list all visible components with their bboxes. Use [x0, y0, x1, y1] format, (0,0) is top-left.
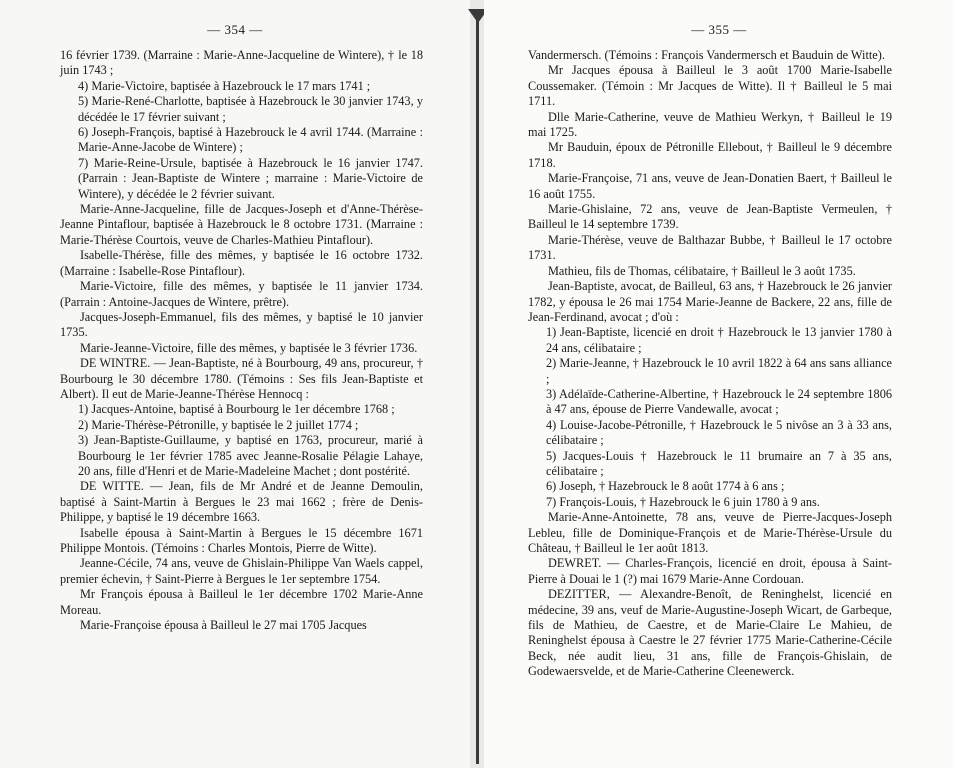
paragraph: 4) Louise-Jacobe-Pétronille, † Hazebrouck le 5 nivôse an 3 à 33 ans, célibataire ; — [546, 417, 892, 448]
paragraph: Marie-Anne-Antoinette, 78 ans, veuve de Pierre-Jacques-Joseph Lebleu, fille de Dominique-François et de Marie-Thérèse-Ursule du Château, † Bailleul le 1er août 1813. — [528, 510, 892, 555]
paragraph: Marie-Anne-Jacqueline, fille de Jacques-Joseph et d'Anne-Thérèse-Jeanne Pintaflour, baptisée à Hazebrouck le 8 octobre 1731. (Marraine : Marie-Thérèse Courtois, veuve de Charles-Mathieu Pintaflour). — [60, 202, 423, 247]
page-number-right: — 355 — — [691, 22, 747, 37]
paragraph: 7) Marie-Reine-Ursule, baptisée à Hazebrouck le 16 janvier 1747. (Parrain : Jean-Baptiste de Wintere ; marraine : Marie-Victoire de Wintere), y décédée le 2 février suivant. — [78, 155, 423, 201]
paragraph: 16 février 1739. (Marraine : Marie-Anne-Jacqueline de Wintere), † le 18 juin 1743 ; — [60, 48, 423, 78]
left-text-column — [60, 48, 423, 633]
paragraph: Marie-Victoire, fille des mêmes, y baptisée le 11 janvier 1734. (Parrain : Antoine-Jacques de Wintere, prêtre). — [60, 279, 423, 309]
paragraph: Isabelle-Thérèse, fille des mêmes, y baptisée le 16 octobre 1732. (Marraine : Isabelle-Rose Pintaflour). — [60, 248, 423, 278]
right-text-column — [528, 48, 892, 680]
book-spine — [476, 14, 479, 764]
paragraph: 7) François-Louis, † Hazebrouck le 6 juin 1780 à 9 ans. — [546, 494, 820, 509]
paragraph: Mr François épousa à Bailleul le 1er décembre 1702 Marie-Anne Moreau. — [60, 587, 423, 617]
paragraph: Jeanne-Cécile, 74 ans, veuve de Ghislain-Philippe Van Waels cappel, premier échevin, † Saint-Pierre à Bergues le 1er septembre 1754. — [60, 556, 423, 586]
paragraph: DEWRET. — Charles-François, licencié en droit, épousa à Saint-Pierre à Douai le 1 (?) mai 1679 Marie-Anne Cordouan. — [528, 556, 892, 586]
paragraph: Isabelle épousa à Saint-Martin à Bergues le 15 décembre 1671 Philippe Montois. (Témoins : Charles Montois, Pierre de Witte). — [60, 525, 423, 555]
paragraph: DE WITTE. — Jean, fils de Mr André et de Jeanne Demoulin, baptisé à Saint-Martin à Bergues le 23 mai 1662 ; frère de Denis-Philippe, y baptisé le 19 décembre 1663. — [60, 479, 423, 525]
paragraph: Jean-Baptiste, avocat, de Bailleul, 63 ans, † Hazebrouck le 26 janvier 1782, y épousa le 26 mai 1754 Marie-Jeanne de Backere, 22 ans, fille de Jean-Ferdinand, avocat ; d'où : — [528, 279, 892, 324]
paragraph: DEZITTER, — Alexandre-Benoît, de Reninghelst, licencié en médecine, 39 ans, veuf de Marie-Augustine-Joseph Wicart, de Garbeque, fils de Mathieu, de Caestre, et de Marie-Claire Le Mahieu, de Reninghelst épousa à Caestre le 27 février 1775 Marie-Catherine-Cécile Beck, née audit lieu, 31 ans, fille de François-Ghislain, de Godewaersvelde, et de Marie-Catherine Cleenewerck. — [528, 587, 892, 679]
page-number-left: — 354 — — [207, 22, 263, 37]
paragraph: 2) Marie-Jeanne, † Hazebrouck le 10 avril 1822 à 64 ans sans alliance ; — [546, 356, 892, 386]
paragraph: Vandermersch. (Témoins : François Vandermersch et Bauduin de Witte). — [528, 48, 885, 62]
paragraph: Marie-Françoise, 71 ans, veuve de Jean-Donatien Baert, † Bailleul le 16 août 1755. — [528, 171, 892, 201]
paragraph: Marie-Thérèse, veuve de Balthazar Bubbe, † Bailleul le 17 octobre 1731. — [528, 232, 892, 263]
paragraph: 5) Marie-René-Charlotte, baptisée à Hazebrouck le 30 janvier 1743, y décédée le 17 février suivant ; — [78, 94, 423, 124]
paragraph: 2) Marie-Thérèse-Pétronille, y baptisée le 2 juillet 1774 ; — [78, 417, 359, 432]
paragraph: 1) Jean-Baptiste, licencié en droit † Hazebrouck le 13 janvier 1780 à 24 ans, célibataire ; — [546, 325, 892, 355]
paragraph: 5) Jacques-Louis † Hazebrouck le 11 brumaire an 7 à 35 ans, célibataire ; — [546, 448, 892, 478]
paragraph: 6) Joseph, † Hazebrouck le 8 août 1774 à 6 ans ; — [546, 479, 785, 494]
right-page — [484, 0, 954, 768]
paragraph: 3) Jean-Baptiste-Guillaume, y baptisé en 1763, procureur, marié à Bourbourg le 1er février 1785 avec Jeanne-Rosalie Pélagie Lahaye, 20 ans, fille d'Henri et de Marie-Madeleine Machet ; dont postérité. — [78, 433, 423, 478]
paragraph: Dlle Marie-Catherine, veuve de Mathieu Werkyn, † Bailleul le 19 mai 1725. — [528, 109, 892, 140]
paragraph: Mr Jacques épousa à Bailleul le 3 août 1700 Marie-Isabelle Coussemaker. (Témoin : Mr Jacques de Witte). Il † Bailleul le 5 mai 1711. — [528, 63, 892, 109]
paragraph: 4) Marie-Victoire, baptisée à Hazebrouck le 17 mars 1741 ; — [78, 78, 371, 93]
paragraph: Marie-Françoise épousa à Bailleul le 27 mai 1705 Jacques — [80, 618, 367, 633]
paragraph: Marie-Ghislaine, 72 ans, veuve de Jean-Baptiste Vermeulen, † Bailleul le 14 septembre 1739. — [528, 202, 892, 232]
paragraph: 6) Joseph-François, baptisé à Hazebrouck le 4 avril 1744. (Marraine : Marie-Anne-Jacobe de Wintere) ; — [78, 125, 423, 155]
paragraph: 3) Adélaïde-Catherine-Albertine, † Hazebrouck le 24 septembre 1806 à 47 ans, épouse de Pierre Vandewalle, avocat ; — [546, 386, 892, 417]
paragraph: DE WINTRE. — Jean-Baptiste, né à Bourbourg, 49 ans, procureur, † Bourbourg le 30 décembre 1780. (Témoins : Ses fils Jean-Baptiste et Albert). Il eut de Marie-Jeanne-Thérèse Hennocq : — [60, 356, 423, 401]
paragraph: 1) Jacques-Antoine, baptisé à Bourbourg le 1er décembre 1768 ; — [78, 402, 395, 417]
paragraph: Marie-Jeanne-Victoire, fille des mêmes, y baptisée le 3 février 1736. — [80, 340, 418, 355]
paragraph: Mathieu, fils de Thomas, célibataire, † Bailleul le 3 août 1735. — [548, 263, 856, 278]
left-page — [0, 0, 470, 768]
paragraph: Jacques-Joseph-Emmanuel, fils des mêmes, y baptisé le 10 janvier 1735. — [60, 309, 423, 340]
paragraph: Mr Bauduin, époux de Pétronille Ellebout, † Bailleul le 9 décembre 1718. — [528, 140, 892, 170]
